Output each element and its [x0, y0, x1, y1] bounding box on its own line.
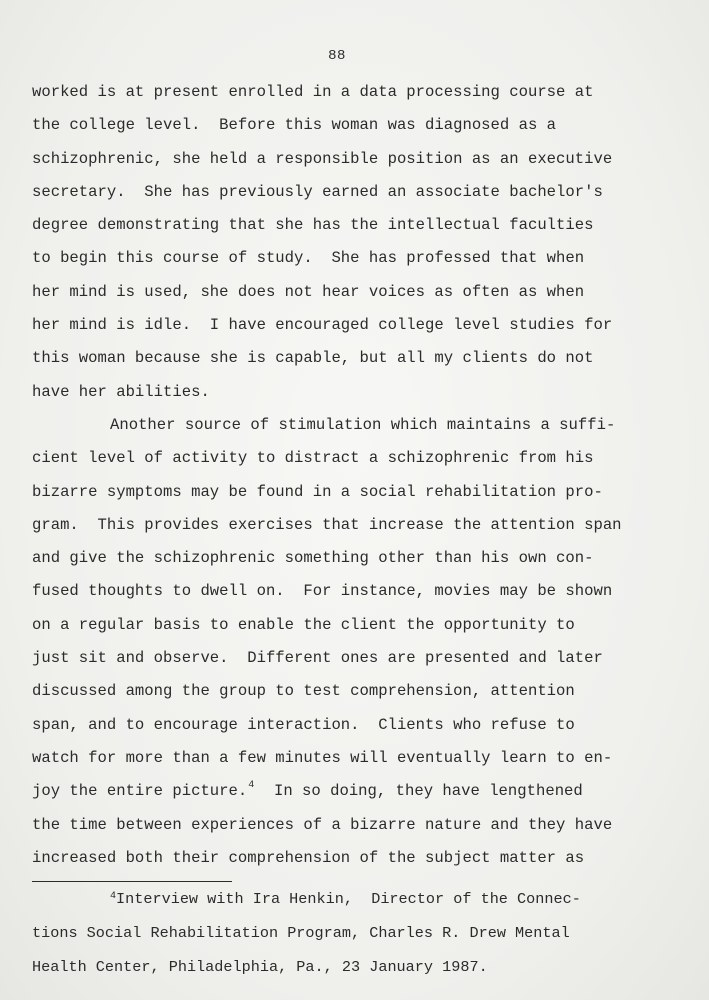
paragraph-start-line: Another source of stimulation which maintains a suffi- — [110, 415, 616, 434]
text-line: and give the schizophrenic something other than his own con- — [32, 549, 594, 568]
body-text — [32, 76, 692, 875]
text-fragment: In so doing, they have lengthened — [255, 782, 583, 801]
page-number: 88 — [328, 48, 346, 64]
text-line: on a regular basis to enable the client the opportunity to — [32, 615, 575, 634]
text-line: this woman because she is capable, but all my clients do not — [32, 349, 594, 368]
text-line: fused thoughts to dwell on. For instance, movies may be shown — [32, 582, 613, 601]
text-fragment: joy the entire picture. — [32, 782, 248, 801]
text-line: schizophrenic, she held a responsible position as an executive — [32, 149, 613, 168]
text-line: to begin this course of study. She has professed that when — [32, 249, 585, 268]
text-line: worked is at present enrolled in a data processing course at — [32, 83, 594, 101]
footnote — [32, 891, 692, 976]
text-line: increased both their comprehension of the subject matter as — [32, 848, 585, 867]
text-line: discussed among the group to test comprehension, attention — [32, 682, 575, 701]
text-line: gram. This provides exercises that increase the attention span — [32, 515, 622, 534]
footnote-line — [32, 891, 692, 908]
text-line: her mind is used, she does not hear voices as often as when — [32, 282, 585, 301]
text-line: the college level. Before this woman was diagnosed as a — [32, 116, 557, 135]
footnote-line: Health Center, Philadelphia, Pa., 23 January 1987. — [32, 958, 488, 976]
footnote-line: tions Social Rehabilitation Program, Charles R. Drew Mental — [32, 924, 570, 942]
text-line: watch for more than a few minutes will eventually learn to en- — [32, 748, 613, 767]
text-line-with-footnote — [32, 775, 692, 808]
footnote-text: Interview with Ira Henkin, Director of the Connec- — [116, 890, 581, 908]
text-line: have her abilities. — [32, 382, 210, 401]
text-line: degree demonstrating that she has the intellectual faculties — [32, 216, 594, 235]
footnote-divider — [32, 881, 232, 882]
footnote-marker: 4 — [110, 891, 117, 902]
text-line: her mind is idle. I have encouraged college level studies for — [32, 316, 613, 335]
text-line: the time between experiences of a bizarre nature and they have — [32, 815, 613, 834]
text-line: cient level of activity to distract a schizophrenic from his — [32, 449, 594, 468]
text-line: span, and to encourage interaction. Clients who refuse to — [32, 715, 575, 734]
text-line: just sit and observe. Different ones are presented and later — [32, 649, 603, 668]
text-line: bizarre symptoms may be found in a social rehabilitation pro- — [32, 482, 603, 501]
footnote-reference: 4 — [248, 780, 255, 792]
text-line: secretary. She has previously earned an associate bachelor's — [32, 182, 603, 201]
